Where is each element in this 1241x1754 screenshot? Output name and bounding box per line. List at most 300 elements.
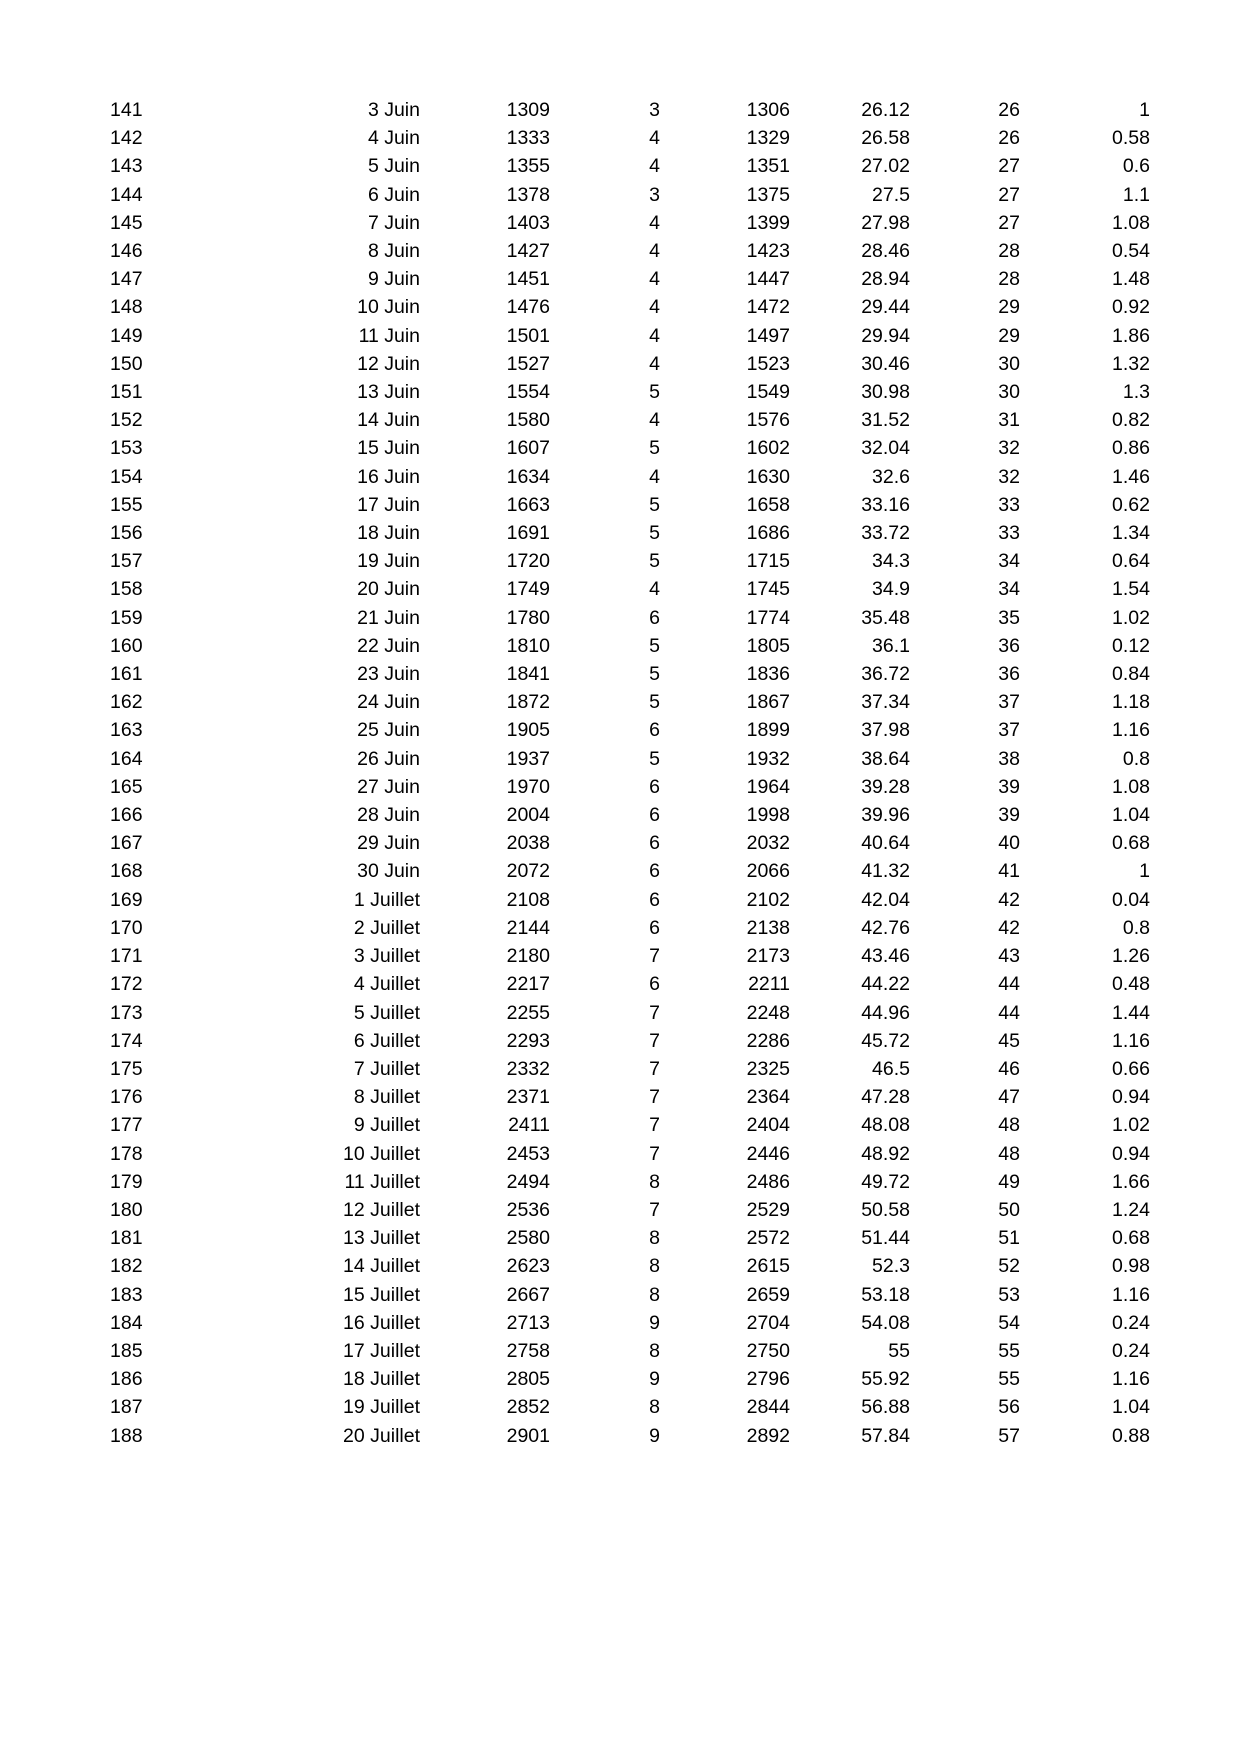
table-cell: 2072	[506, 860, 550, 883]
table-cell: 1.44	[1112, 1001, 1150, 1024]
table-cell: 5 Juillet	[353, 1001, 420, 1024]
table-cell: 15 Juillet	[343, 1283, 420, 1306]
table-cell: 26.58	[861, 127, 910, 150]
table-cell: 1841	[506, 663, 550, 686]
table-cell: 30 Juin	[357, 860, 420, 883]
table-cell: 1.16	[1112, 1029, 1150, 1052]
table-cell: 6	[649, 606, 660, 629]
table-cell: 2173	[746, 945, 790, 968]
table-cell: 141	[110, 99, 143, 121]
table-cell: 142	[110, 127, 143, 150]
table-cell: 3	[649, 183, 660, 206]
table-cell: 22 Juin	[357, 634, 420, 657]
table-cell: 4	[649, 155, 660, 178]
table-cell: 45.72	[861, 1029, 910, 1052]
table-cell: 11 Juillet	[344, 1170, 420, 1193]
table-cell: 2623	[506, 1255, 550, 1278]
table-cell: 13 Juillet	[343, 1227, 420, 1250]
table-cell: 1749	[506, 578, 550, 601]
table-cell: 25 Juin	[357, 719, 420, 742]
data-table	[110, 96, 1150, 1450]
table-cell: 1501	[506, 324, 550, 347]
table-cell: 178	[110, 1142, 143, 1165]
table-cell: 2286	[746, 1029, 790, 1052]
table-cell: 50	[998, 1198, 1020, 1221]
table-cell: 55	[998, 1339, 1020, 1362]
table-cell: 5 Juin	[367, 155, 420, 178]
table-cell: 0.24	[1112, 1339, 1150, 1362]
table-cell: 1.16	[1112, 1283, 1150, 1306]
table-cell: 2332	[506, 1057, 550, 1080]
table-cell: 53.18	[861, 1283, 910, 1306]
table-row	[110, 1365, 1150, 1393]
table-cell: 40	[998, 832, 1020, 855]
table-cell: 47	[998, 1086, 1020, 1109]
table-cell: 0.24	[1112, 1311, 1150, 1334]
table-cell: 1686	[746, 522, 790, 545]
table-cell: 45	[998, 1029, 1020, 1052]
table-cell: 39	[998, 775, 1020, 798]
table-cell: 4	[649, 268, 660, 291]
table-cell: 36.1	[872, 634, 910, 657]
table-cell: 14 Juillet	[343, 1255, 420, 1278]
table-cell: 1375	[746, 183, 790, 206]
table-cell: 2750	[746, 1339, 790, 1362]
table-cell: 55	[888, 1339, 910, 1362]
table-row	[110, 886, 1150, 914]
table-cell: 1663	[506, 493, 550, 516]
table-cell: 47.28	[861, 1086, 910, 1109]
table-cell: 52	[998, 1255, 1020, 1278]
table-cell: 8	[649, 1339, 660, 1362]
table-cell: 16 Juin	[357, 465, 420, 488]
table-cell: 2144	[506, 916, 550, 939]
table-cell: 5	[649, 634, 660, 657]
table-cell: 5	[649, 550, 660, 573]
table-row	[110, 1055, 1150, 1083]
table-cell: 16 Juillet	[343, 1311, 420, 1334]
table-cell: 50.58	[861, 1198, 910, 1221]
table-cell: 1333	[506, 127, 550, 150]
table-cell: 1899	[746, 719, 790, 742]
table-cell: 154	[110, 465, 143, 488]
table-cell: 38	[998, 747, 1020, 770]
table-cell: 3 Juillet	[353, 945, 420, 968]
table-cell: 160	[110, 634, 143, 657]
table-row	[110, 237, 1150, 265]
table-row	[110, 124, 1150, 152]
table-cell: 48.08	[861, 1114, 910, 1137]
table-cell: 1580	[506, 409, 550, 432]
table-cell: 34.3	[872, 550, 910, 573]
table-cell: 20 Juin	[357, 578, 420, 601]
table-row	[110, 1083, 1150, 1111]
table-cell: 1.54	[1112, 578, 1150, 601]
table-cell: 185	[110, 1339, 143, 1362]
table-cell: 9 Juin	[367, 268, 420, 291]
table-cell: 1451	[506, 268, 550, 291]
table-cell: 6	[649, 804, 660, 827]
table-cell: 0.54	[1112, 240, 1150, 263]
table-cell: 4 Juillet	[353, 973, 420, 996]
table-cell: 42	[998, 916, 1020, 939]
table-cell: 34	[998, 550, 1020, 573]
table-cell: 0.88	[1112, 1424, 1150, 1447]
table-cell: 187	[110, 1396, 143, 1419]
table-cell: 19 Juin	[357, 550, 420, 573]
table-cell: 2453	[506, 1142, 550, 1165]
table-cell: 1.3	[1122, 381, 1150, 404]
table-cell: 1576	[746, 409, 790, 432]
table-cell: 3	[649, 99, 660, 121]
table-cell: 4	[649, 211, 660, 234]
table-cell: 27	[998, 183, 1020, 206]
table-cell: 37.34	[861, 691, 910, 714]
table-cell: 9	[649, 1311, 660, 1334]
table-cell: 171	[110, 945, 143, 968]
table-row	[110, 322, 1150, 350]
table-cell: 0.86	[1112, 437, 1150, 460]
table-cell: 42.04	[861, 888, 910, 911]
table-cell: 38.64	[861, 747, 910, 770]
table-cell: 186	[110, 1368, 143, 1391]
table-cell: 0.8	[1122, 916, 1150, 939]
table-cell: 1.04	[1112, 804, 1150, 827]
table-cell: 4	[649, 465, 660, 488]
table-row	[110, 999, 1150, 1027]
table-cell: 0.68	[1112, 1227, 1150, 1250]
table-cell: 54.08	[861, 1311, 910, 1334]
table-cell: 149	[110, 324, 143, 347]
table-cell: 7	[649, 1057, 660, 1080]
table-cell: 1.16	[1112, 719, 1150, 742]
table-cell: 0.98	[1112, 1255, 1150, 1278]
table-cell: 0.12	[1112, 634, 1150, 657]
table-cell: 11 Juin	[358, 324, 420, 347]
table-cell: 1497	[746, 324, 790, 347]
table-cell: 151	[110, 381, 143, 404]
table-cell: 0.62	[1112, 493, 1150, 516]
table-cell: 1.04	[1112, 1396, 1150, 1419]
table-cell: 1423	[746, 240, 790, 263]
table-cell: 10 Juillet	[343, 1142, 420, 1165]
table-row	[110, 942, 1150, 970]
table-cell: 26.12	[861, 99, 910, 121]
table-cell: 9	[649, 1424, 660, 1447]
table-cell: 8	[649, 1227, 660, 1250]
table-cell: 2255	[506, 1001, 550, 1024]
table-cell: 152	[110, 409, 143, 432]
table-cell: 40.64	[861, 832, 910, 855]
table-cell: 28	[998, 240, 1020, 263]
table-cell: 179	[110, 1170, 143, 1193]
table-cell: 6	[649, 775, 660, 798]
table-cell: 49	[998, 1170, 1020, 1193]
table-cell: 2364	[746, 1086, 790, 1109]
table-cell: 157	[110, 550, 143, 573]
table-cell: 2371	[506, 1086, 550, 1109]
table-cell: 8	[649, 1283, 660, 1306]
table-cell: 5	[649, 691, 660, 714]
table-cell: 37	[998, 691, 1020, 714]
table-cell: 1549	[746, 381, 790, 404]
table-row	[110, 1027, 1150, 1055]
table-cell: 48.92	[861, 1142, 910, 1165]
table-cell: 1355	[506, 155, 550, 178]
table-cell: 2102	[746, 888, 790, 911]
table-row	[110, 660, 1150, 688]
table-cell: 2138	[746, 916, 790, 939]
table-cell: 1.86	[1112, 324, 1150, 347]
table-cell: 8 Juillet	[353, 1086, 420, 1109]
table-cell: 1351	[746, 155, 790, 178]
table-row	[110, 914, 1150, 942]
table-cell: 172	[110, 973, 143, 996]
table-cell: 57.84	[861, 1424, 910, 1447]
table-cell: 163	[110, 719, 143, 742]
table-cell: 42	[998, 888, 1020, 911]
table-cell: 5	[649, 493, 660, 516]
table-cell: 2615	[746, 1255, 790, 1278]
table-cell: 7	[649, 1001, 660, 1024]
table-cell: 36	[998, 663, 1020, 686]
table-cell: 1691	[506, 522, 550, 545]
table-cell: 10 Juin	[357, 296, 420, 319]
table-cell: 2852	[506, 1396, 550, 1419]
table-cell: 26	[998, 127, 1020, 150]
table-cell: 161	[110, 663, 143, 686]
table-cell: 1634	[506, 465, 550, 488]
table-cell: 155	[110, 493, 143, 516]
table-cell: 28	[998, 268, 1020, 291]
table-cell: 156	[110, 522, 143, 545]
table-cell: 35.48	[861, 606, 910, 629]
table-cell: 1306	[746, 99, 790, 121]
table-cell: 1.66	[1112, 1170, 1150, 1193]
table-cell: 31.52	[861, 409, 910, 432]
table-cell: 2572	[746, 1227, 790, 1250]
table-cell: 1.46	[1112, 465, 1150, 488]
table-row	[110, 1309, 1150, 1337]
table-cell: 29.94	[861, 324, 910, 347]
table-cell: 147	[110, 268, 143, 291]
table-cell: 2325	[746, 1057, 790, 1080]
table-cell: 0.6	[1122, 155, 1150, 178]
table-cell: 1.26	[1112, 945, 1150, 968]
table-cell: 32.04	[861, 437, 910, 460]
table-cell: 33.72	[861, 522, 910, 545]
table-cell: 30	[998, 352, 1020, 375]
table-cell: 1.08	[1112, 775, 1150, 798]
table-cell: 32	[998, 465, 1020, 488]
table-cell: 1658	[746, 493, 790, 516]
table-cell: 2180	[506, 945, 550, 968]
table-row	[110, 1168, 1150, 1196]
table-cell: 0.66	[1112, 1057, 1150, 1080]
table-cell: 6	[649, 916, 660, 939]
table-cell: 17 Juillet	[343, 1339, 420, 1362]
table-cell: 43.46	[861, 945, 910, 968]
table-cell: 6 Juin	[367, 183, 420, 206]
table-row	[110, 152, 1150, 180]
table-cell: 1.02	[1112, 1114, 1150, 1137]
table-cell: 170	[110, 916, 143, 939]
table-cell: 1715	[746, 550, 790, 573]
table-cell: 56.88	[861, 1396, 910, 1419]
table-cell: 1805	[746, 634, 790, 657]
table-cell: 1810	[506, 634, 550, 657]
table-cell: 1403	[506, 211, 550, 234]
table-cell: 4	[649, 296, 660, 319]
table-cell: 41.32	[861, 860, 910, 883]
table-cell: 13 Juin	[357, 381, 420, 404]
table-cell: 27.98	[861, 211, 910, 234]
table-cell: 2 Juillet	[353, 916, 420, 939]
table-cell: 4	[649, 578, 660, 601]
table-cell: 44	[998, 1001, 1020, 1024]
table-cell: 5	[649, 663, 660, 686]
table-cell: 1872	[506, 691, 550, 714]
table-cell: 181	[110, 1227, 143, 1250]
table-cell: 28.94	[861, 268, 910, 291]
table-cell: 1 Juillet	[353, 888, 420, 911]
table-row	[110, 801, 1150, 829]
table-cell: 2536	[506, 1198, 550, 1221]
table-cell: 8	[649, 1255, 660, 1278]
table-cell: 1720	[506, 550, 550, 573]
table-cell: 39.96	[861, 804, 910, 827]
table-cell: 145	[110, 211, 143, 234]
table-cell: 167	[110, 832, 143, 855]
table-cell: 174	[110, 1029, 143, 1052]
table-cell: 18 Juin	[357, 522, 420, 545]
table-cell: 1998	[746, 804, 790, 827]
table-cell: 1	[1139, 99, 1150, 121]
table-cell: 37.98	[861, 719, 910, 742]
table-cell: 33	[998, 493, 1020, 516]
table-cell: 1.18	[1112, 691, 1150, 714]
table-row	[110, 547, 1150, 575]
table-cell: 1602	[746, 437, 790, 460]
table-body	[110, 96, 1150, 1450]
table-cell: 2211	[748, 973, 790, 996]
table-row	[110, 773, 1150, 801]
table-cell: 33.16	[861, 493, 910, 516]
table-cell: 1527	[506, 352, 550, 375]
table-cell: 0.04	[1112, 888, 1150, 911]
table-cell: 0.84	[1112, 663, 1150, 686]
table-cell: 1745	[746, 578, 790, 601]
table-cell: 17 Juin	[357, 493, 420, 516]
table-cell: 54	[998, 1311, 1020, 1334]
table-row	[110, 406, 1150, 434]
table-cell: 49.72	[861, 1170, 910, 1193]
table-cell: 0.8	[1122, 747, 1150, 770]
table-cell: 1329	[746, 127, 790, 150]
table-cell: 143	[110, 155, 143, 178]
table-cell: 7	[649, 1029, 660, 1052]
table-cell: 183	[110, 1283, 143, 1306]
table-cell: 30.46	[861, 352, 910, 375]
table-cell: 2108	[506, 888, 550, 911]
table-cell: 4 Juin	[367, 127, 420, 150]
table-cell: 9 Juillet	[353, 1114, 420, 1137]
table-cell: 169	[110, 888, 143, 911]
table-cell: 188	[110, 1424, 143, 1447]
table-cell: 180	[110, 1198, 143, 1221]
table-cell: 4	[649, 352, 660, 375]
table-cell: 1.34	[1112, 522, 1150, 545]
table-cell: 4	[649, 324, 660, 347]
table-cell: 6	[649, 860, 660, 883]
table-cell: 1970	[506, 775, 550, 798]
table-cell: 7	[649, 1198, 660, 1221]
table-cell: 2805	[506, 1368, 550, 1391]
table-cell: 28.46	[861, 240, 910, 263]
table-cell: 2411	[508, 1114, 550, 1137]
table-cell: 5	[649, 747, 660, 770]
table-cell: 173	[110, 1001, 143, 1024]
table-cell: 35	[998, 606, 1020, 629]
table-cell: 1523	[746, 352, 790, 375]
table-cell: 3 Juin	[367, 99, 420, 121]
table-cell: 1.24	[1112, 1198, 1150, 1221]
table-cell: 0.92	[1112, 296, 1150, 319]
table-cell: 177	[110, 1114, 143, 1137]
table-cell: 20 Juillet	[343, 1424, 420, 1447]
table-cell: 175	[110, 1057, 143, 1080]
table-row	[110, 265, 1150, 293]
table-cell: 29	[998, 296, 1020, 319]
table-cell: 30.98	[861, 381, 910, 404]
table-cell: 12 Juillet	[343, 1198, 420, 1221]
table-cell: 0.94	[1112, 1142, 1150, 1165]
table-cell: 2032	[746, 832, 790, 855]
table-cell: 6	[649, 719, 660, 742]
table-cell: 1905	[506, 719, 550, 742]
table-cell: 1774	[746, 606, 790, 629]
table-row	[110, 745, 1150, 773]
table-row	[110, 604, 1150, 632]
table-row	[110, 829, 1150, 857]
table-cell: 2066	[746, 860, 790, 883]
table-cell: 7 Juillet	[353, 1057, 420, 1080]
table-row	[110, 716, 1150, 744]
table-cell: 26 Juin	[357, 747, 420, 770]
table-cell: 34.9	[872, 578, 910, 601]
table-cell: 27.02	[861, 155, 910, 178]
table-cell: 1630	[746, 465, 790, 488]
table-cell: 51	[998, 1227, 1020, 1250]
table-cell: 46	[998, 1057, 1020, 1080]
table-cell: 144	[110, 183, 143, 206]
table-cell: 2796	[746, 1368, 790, 1391]
table-cell: 15 Juin	[357, 437, 420, 460]
table-cell: 1427	[506, 240, 550, 263]
table-cell: 1.48	[1112, 268, 1150, 291]
table-cell: 9	[649, 1368, 660, 1391]
table-cell: 48	[998, 1142, 1020, 1165]
table-cell: 8	[649, 1170, 660, 1193]
table-cell: 41	[998, 860, 1020, 883]
table-cell: 14 Juin	[357, 409, 420, 432]
table-cell: 30	[998, 381, 1020, 404]
table-row	[110, 434, 1150, 462]
table-cell: 8 Juin	[367, 240, 420, 263]
table-cell: 29 Juin	[357, 832, 420, 855]
table-cell: 1.02	[1112, 606, 1150, 629]
table-cell: 4	[649, 409, 660, 432]
